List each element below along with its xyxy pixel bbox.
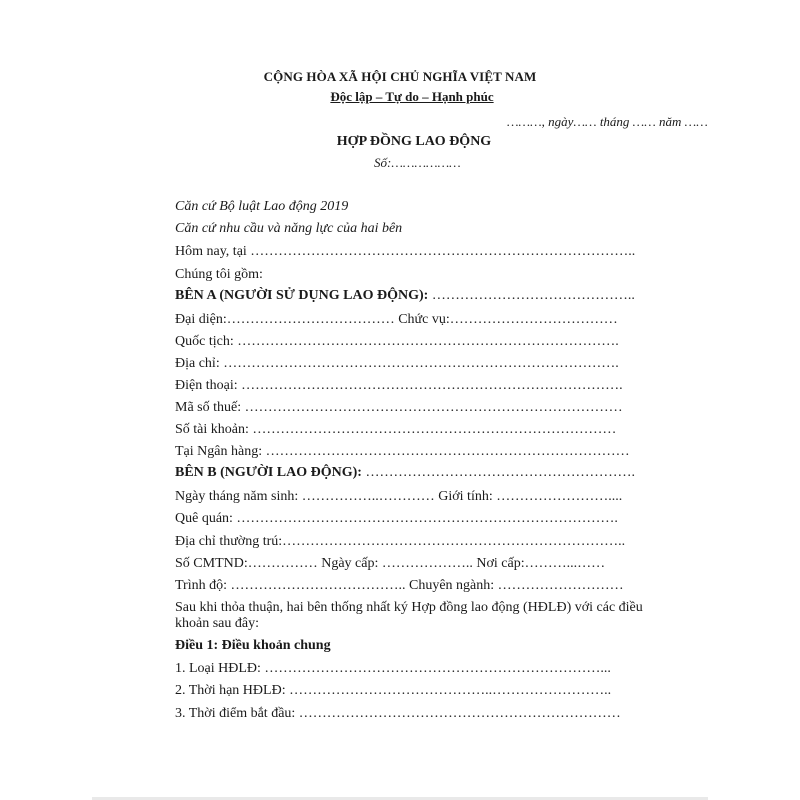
item-contract-type: 1. Loại HĐLĐ: ………………………………………………………………...	[175, 661, 611, 676]
party-b-line	[175, 465, 635, 481]
bank-line: Tại Ngân hàng: ……………………………………………………………………	[175, 444, 630, 459]
residence-line: Địa chỉ thường trú:………………………………………………………………..	[175, 534, 626, 549]
nationality-line: Quốc tịch: ……………………………………………………………………….	[175, 334, 619, 349]
party-a-heading: BÊN A (NGƯỜI SỬ DỤNG LAO ĐỘNG):	[175, 288, 429, 303]
article-1-heading: Điều 1: Điều khoản chung	[175, 638, 331, 653]
item-start-time: 3. Thời điểm bắt đầu: ……………………………………………………………	[175, 706, 621, 721]
party-a-line	[175, 288, 635, 304]
hometown-line: Quê quán: ……………………………………………………………………….	[175, 511, 618, 526]
basis-need: Căn cứ nhu cầu và năng lực của hai bên	[175, 221, 403, 236]
country-heading: CỘNG HÒA XÃ HỘI CHỦ NGHĨA VIỆT NAM	[263, 69, 537, 84]
item-contract-term: 2. Thời hạn HĐLĐ: ……………………………………..……………………..	[175, 683, 612, 698]
today-at-line: Hôm nay, tại ………………………………………………………………………..	[175, 244, 636, 259]
national-motto: Độc lập – Tự do – Hạnh phúc	[330, 89, 494, 104]
representative-line: Đại diện:……………………………… Chức vụ:………………………………	[175, 312, 618, 327]
document-title: HỢP ĐỒNG LAO ĐỘNG	[336, 134, 492, 149]
id-card-line: Số CMTND:…………… Ngày cấp: ……………….. Nơi cấp:………...……	[175, 556, 606, 571]
education-line: Trình độ: ……………………………….. Chuyên ngành: ………………………	[175, 578, 624, 593]
basis-law: Căn cứ Bộ luật Lao động 2019	[175, 199, 349, 214]
agreement-line-2: khoản sau đây:	[175, 616, 259, 631]
account-line: Số tài khoản: ……………………………………………………………………	[175, 422, 617, 437]
contract-number: Số:………………	[374, 155, 461, 170]
we-include-line: Chúng tôi gồm:	[175, 267, 263, 282]
dob-line: Ngày tháng năm sinh: ……………..………… Giới tính: ……………………....	[175, 489, 623, 504]
tax-code-line: Mã số thuế: ………………………………………………………………………	[175, 400, 623, 415]
agreement-line-1: Sau khi thỏa thuận, hai bên thống nhất ký Hợp đồng lao động (HĐLĐ) với các điều	[175, 600, 643, 615]
party-a-dots: ……………………………………..	[431, 288, 635, 303]
address-line: Địa chỉ: ………………………………………………………………………….	[175, 356, 619, 371]
phone-line: Điện thoại: ……………………………………………………………………….	[175, 378, 623, 393]
date-line: ………, ngày…… tháng …… năm ……	[507, 114, 708, 129]
party-b-heading: BÊN B (NGƯỜI LAO ĐỘNG):	[175, 465, 362, 480]
party-b-dots: ………………………………………………….	[365, 465, 635, 480]
